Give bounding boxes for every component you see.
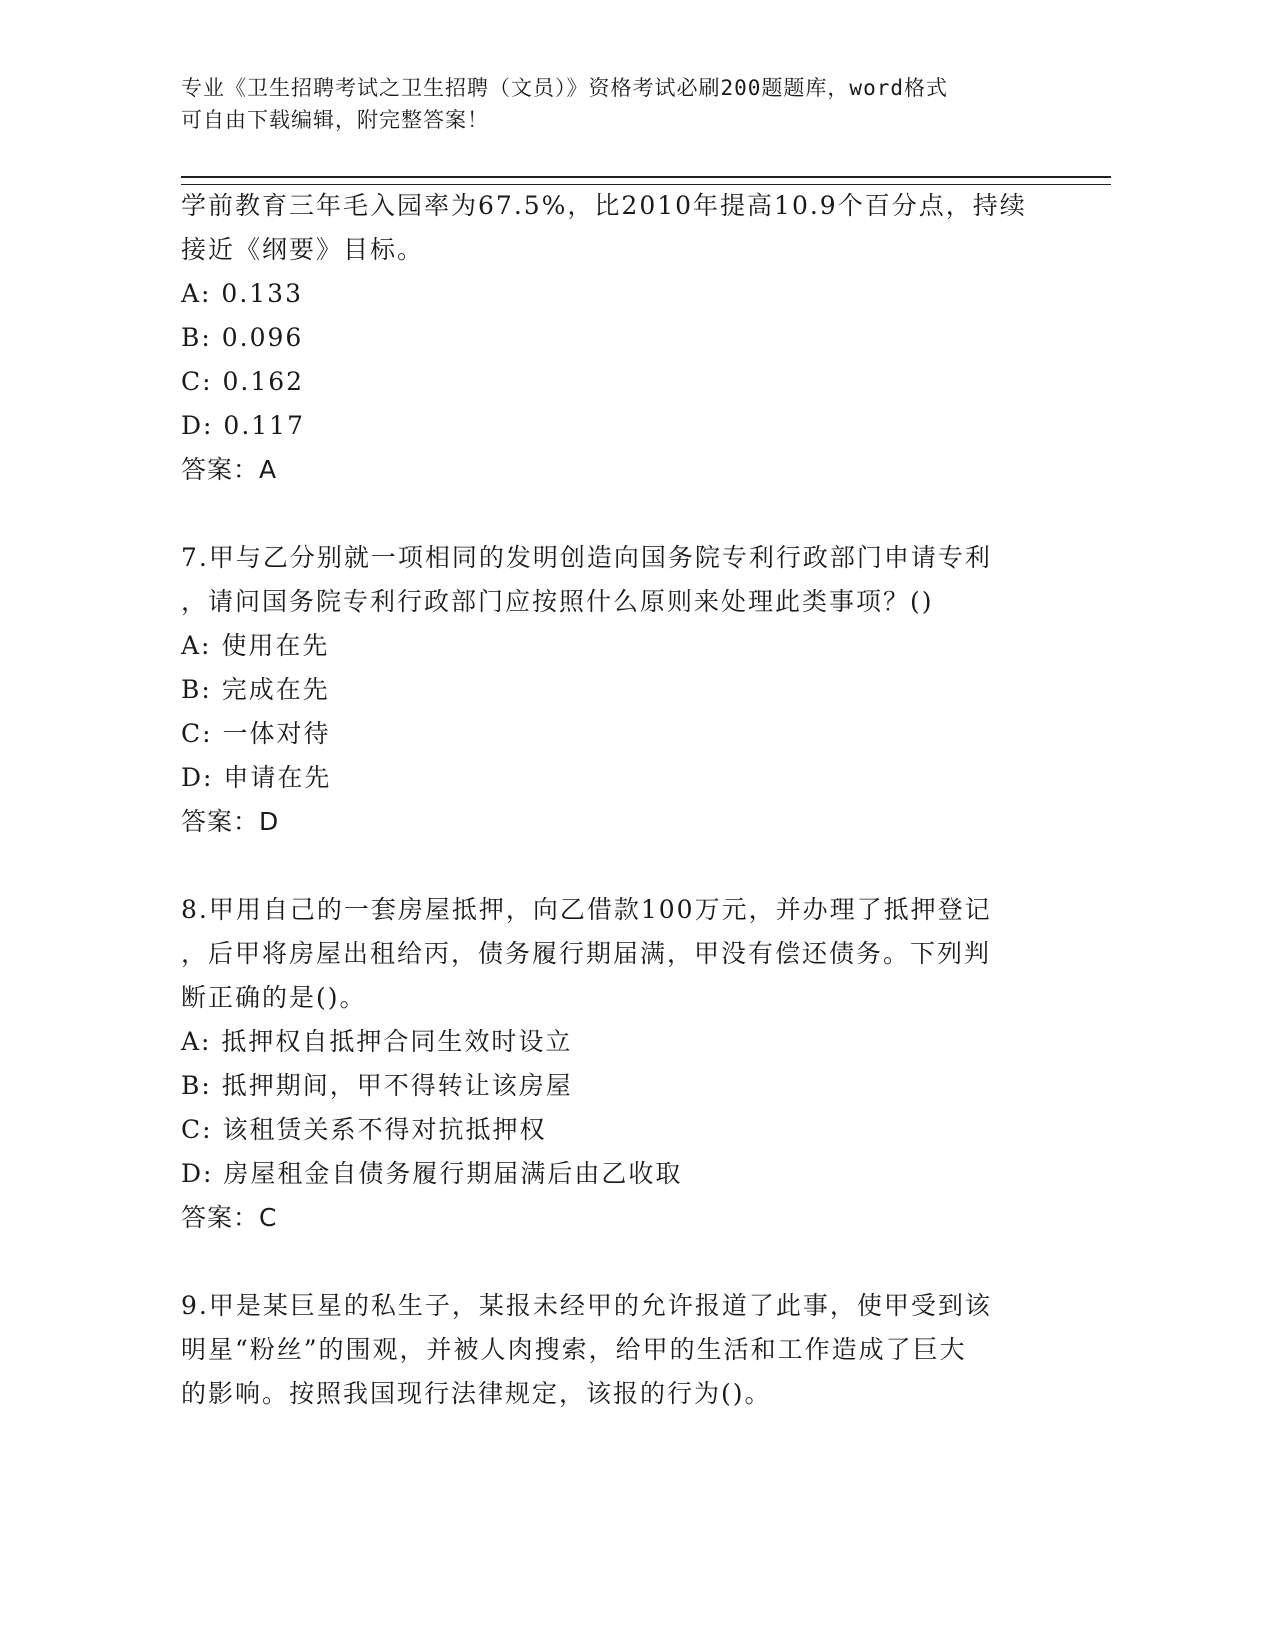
header-line-2: 可自由下载编辑，附完整答案！ — [181, 108, 489, 132]
question-spacer — [181, 844, 1081, 888]
option-d: D: 房屋租金自债务履行期届满后由乙收取 — [181, 1159, 683, 1188]
document-header — [181, 72, 1041, 136]
option-a: A: 0.133 — [181, 279, 303, 308]
question-text-line: 学前教育三年毛入园率为67.5%，比2010年提高10.9个百分点，持续 — [181, 191, 1027, 220]
answer-line: 答案：A — [181, 455, 278, 484]
question-text-line: 8.甲用自己的一套房屋抵押，向乙借款100万元，并办理了抵押登记 — [181, 895, 992, 924]
question-8 — [181, 888, 1081, 1240]
answer-line: 答案：D — [181, 807, 280, 836]
question-text-line: ，请问国务院专利行政部门应按照什么原则来处理此类事项？() — [181, 587, 934, 616]
option-d: D: 0.117 — [181, 411, 305, 440]
option-c: C: 该租赁关系不得对抗抵押权 — [181, 1115, 547, 1144]
question-text-line: 的影响。按照我国现行法律规定，该报的行为()。 — [181, 1379, 772, 1408]
option-c: C: 0.162 — [181, 367, 305, 396]
question-text-line: 断正确的是()。 — [181, 983, 367, 1012]
question-text-line: 接近《纲要》目标。 — [181, 235, 425, 264]
question-7 — [181, 536, 1081, 844]
question-9 — [181, 1284, 1081, 1416]
question-6-continued — [181, 184, 1081, 492]
option-b: B: 抵押期间，甲不得转让该房屋 — [181, 1071, 573, 1100]
question-spacer — [181, 1240, 1081, 1284]
option-a: A: 使用在先 — [181, 631, 330, 660]
question-text-line: ，后甲将房屋出租给丙，债务履行期届满，甲没有偿还债务。下列判 — [181, 939, 992, 968]
question-text-line: 明星“粉丝”的围观，并被人肉搜索，给甲的生活和工作造成了巨大 — [181, 1335, 967, 1364]
option-d: D: 申请在先 — [181, 763, 332, 792]
option-b: B: 0.096 — [181, 323, 304, 352]
header-line-1: 专业《卫生招聘考试之卫生招聘（文员）》资格考试必刷200题题库，word格式 — [181, 76, 948, 100]
question-text-line: 9.甲是某巨星的私生子，某报未经甲的允许报道了此事，使甲受到该 — [181, 1291, 992, 1320]
question-text-line: 7.甲与乙分别就一项相同的发明创造向国务院专利行政部门申请专利 — [181, 543, 992, 572]
answer-line: 答案：C — [181, 1203, 278, 1232]
question-content — [181, 184, 1081, 1416]
option-b: B: 完成在先 — [181, 675, 330, 704]
option-c: C: 一体对待 — [181, 719, 331, 748]
option-a: A: 抵押权自抵押合同生效时设立 — [181, 1027, 573, 1056]
question-spacer — [181, 492, 1081, 536]
